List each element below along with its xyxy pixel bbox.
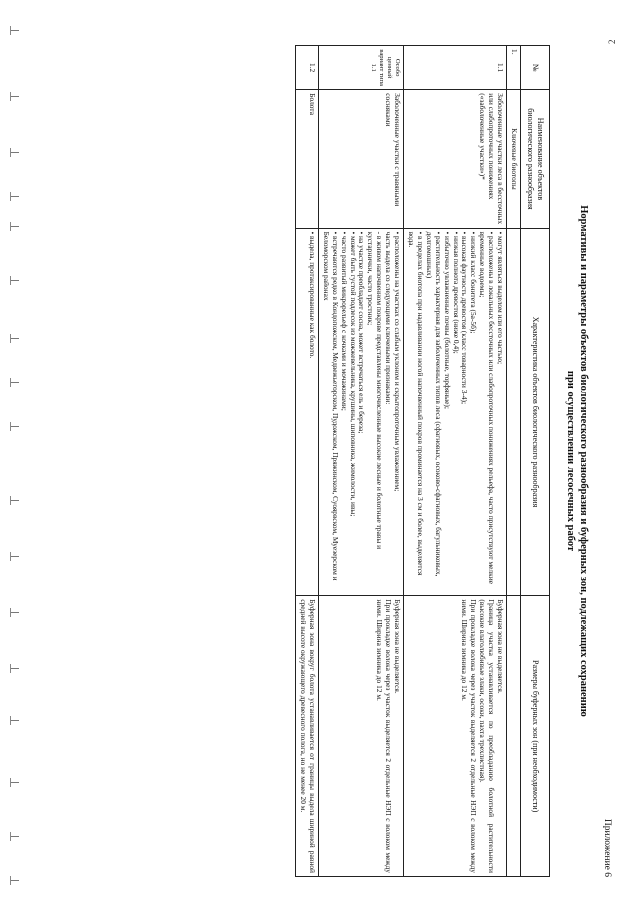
section-empty-cell <box>507 228 521 596</box>
buffer-line: При прокладке волока через участок выделяется 2 отдельные НЭП с волоком между ними. Ширина зимника до 12 м. <box>460 599 479 873</box>
section-empty-cell <box>507 596 521 877</box>
row-num: 1.1 <box>404 46 507 90</box>
characteristic-line: • может быть густой подлесок из можжевельника, крушины, шиповника, жимолости, ивы; <box>348 231 358 517</box>
row-characteristics <box>318 228 403 596</box>
header-buffer: Размеры буферных зон (при необходимости) <box>521 596 550 877</box>
header-characteristics: Характеристика объектов биологического разнообразия <box>521 228 550 596</box>
title-line-2: при осуществлении лесосечных работ <box>565 370 576 552</box>
section-num: 1. <box>507 46 521 90</box>
row-name: Заболоченные участки леса в бессточных или слабопроточных понижениях («заболоченные участки»)* <box>404 90 507 228</box>
header-name: Наименование объектов биологического разнообразия <box>521 90 550 228</box>
buffer-line: Граница участка устанавливается по преобладанию болотной растительности (высокие влаголюбивые злаки, осоки, пахта трехлистная). <box>478 599 497 873</box>
header-num: № <box>521 46 550 90</box>
characteristic-line: • часто развитый микрорельеф с кочками и мочажинами; <box>339 231 349 411</box>
characteristic-line: • могут являться выделом или его частью; <box>496 231 506 365</box>
corner-page-mark: 2 <box>607 39 617 44</box>
binding-marks <box>0 0 26 905</box>
characteristic-line: • на участке преобладает сосна, может встречаться ель и береза; <box>357 231 367 434</box>
norms-table <box>295 45 550 877</box>
buffer-line: Буферная зона не выделяется. <box>393 599 403 694</box>
row-buffer <box>318 596 403 877</box>
characteristic-line: - в живом напочвенном покрове представлены многочисленные высокие лесные и болотные травы и кустарнички, часто тростник; <box>366 231 385 550</box>
characteristic-line: • выдела, протаксированные как болото. <box>307 231 317 359</box>
table-header-row <box>521 46 550 877</box>
characteristic-line: • низкий класс бонитета (5а-5б); <box>469 231 479 334</box>
table-row <box>296 46 319 877</box>
characteristic-line: • растительность характерная для заболоченных типов леса (сфагновых, осоково-сфагновых, багульниковых, долгомошных) <box>424 231 443 577</box>
row-characteristics <box>296 228 319 596</box>
table-row <box>318 46 403 877</box>
row-buffer <box>404 596 507 877</box>
section-title: Ключевые биотопы <box>507 90 521 228</box>
row-name: Болота <box>296 90 319 228</box>
characteristic-line: часть выдела со следующими ключевыми признаками: <box>384 231 394 405</box>
row-characteristics <box>404 228 507 596</box>
row-num: Особо ценный вариант типа 1.1 <box>318 46 403 90</box>
buffer-line: Буферная зона не выделяется. <box>496 599 506 694</box>
row-num: 1.2 <box>296 46 319 90</box>
characteristic-line: • избыточно увлажненные почвы (болотные, торфяные); <box>442 231 452 409</box>
characteristic-line: • расположены на участках со слабым уклоном и скрытопроточным увлажнением; <box>393 231 403 492</box>
appendix-label: Приложение 6 <box>602 818 612 877</box>
document-title <box>564 73 590 849</box>
document-sheet <box>40 33 620 889</box>
table-row <box>404 46 507 877</box>
buffer-line: При прокладке волока через участок выделяется 2 отдельные НЭП с волоком между ними. Ширина зимника до 12 м. <box>375 599 394 873</box>
row-name: Заболоченные участки с травяными сосняками <box>318 90 403 228</box>
row-buffer <box>296 596 319 877</box>
characteristic-line: • встречаются редко в Кондопожском, Медвежьегорском, Пудожском, Пряжинском, Суоярвском, Муезерском и Беломорском районах <box>321 231 340 581</box>
characteristic-line: • расположены в локальных бессточных или слабопроточных понижениях рельефа, часто присутствуют мелкие временные водоемы; <box>478 231 497 584</box>
characteristic-line: • в пределах биотопа при надавливании ногой напочвенный покров проминается на 3 см и более, выделяется вода. <box>407 231 425 576</box>
characteristic-line: • высокая фаутность древостоя (класс товарности 3-4); <box>460 231 470 405</box>
section-row <box>507 46 521 877</box>
title-line-1: Нормативы и параметры объектов биологического разнообразия и буферных зон, подлежащих сохранению <box>578 205 589 717</box>
characteristic-line: • низкая полнота древостоя (ниже 0,4); <box>451 231 461 354</box>
buffer-line: Буферная зона вокруг болота устанавливается от границы выдела шириной равной средней высоте окружающего древесного полога, но не менее 20 м. <box>299 599 317 873</box>
